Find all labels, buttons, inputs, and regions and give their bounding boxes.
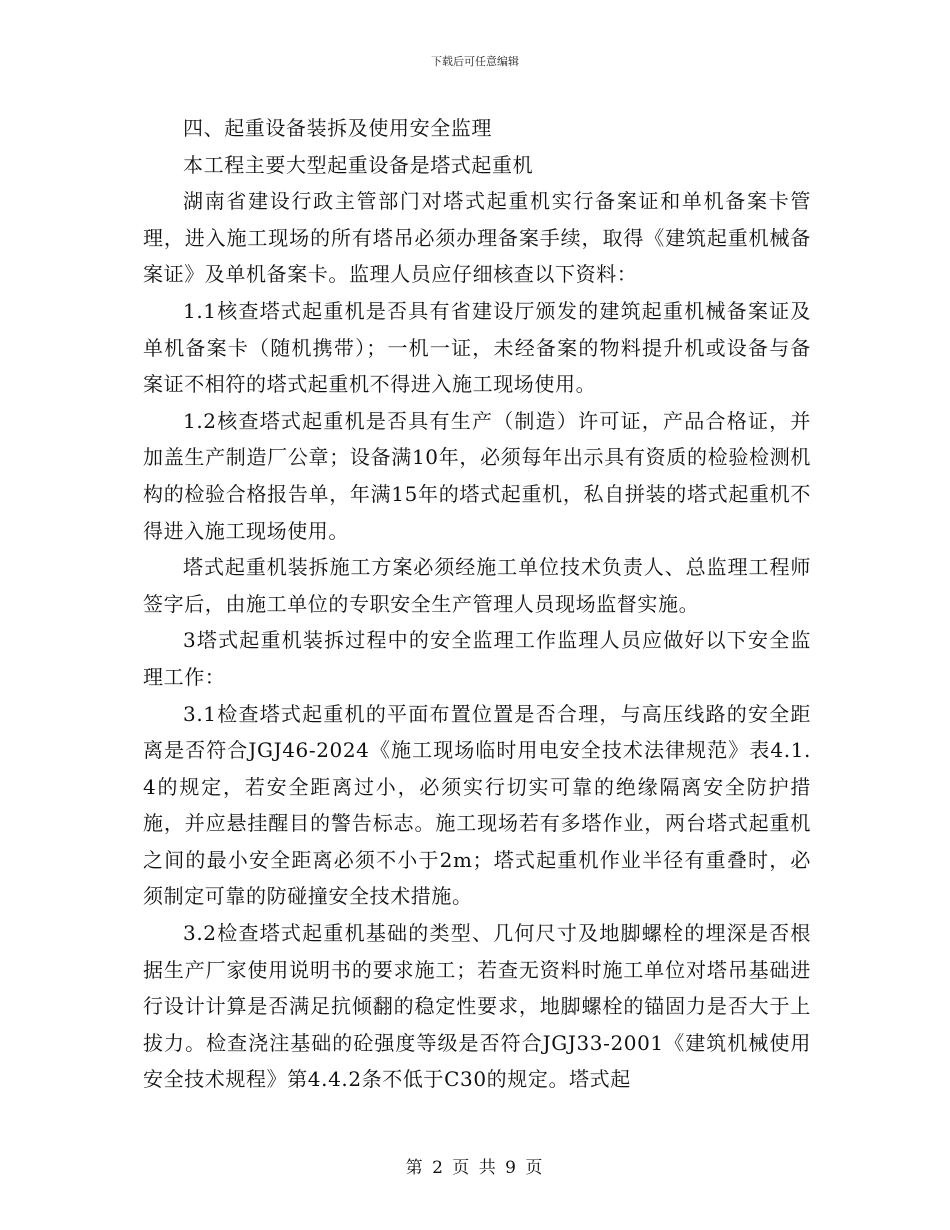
page-header: 下载后可任意编辑 (431, 55, 519, 68)
paragraph: 3.1检查塔式起重机的平面布置位置是否合理，与高压线路的安全距离是否符合JGJ46-2024《施工现场临时用电安全技术法律规范》表4.1.4的规定，若安全距离过小，必须实行切实可靠的绝缘隔离安全防护措施，并应悬挂醒目的警告标志。施工现场若有多塔作业，两台塔式起重机之间的最小安全距离必须不小于2m；塔式起重机作业半径有重叠时，必须制定可靠的防碰撞安全技术措施。 (143, 701, 811, 909)
paragraph: 本工程主要大型起重设备是塔式起重机 (183, 152, 534, 177)
paragraph: 湖南省建设行政主管部门对塔式起重机实行备案证和单机备案卡管理，进入施工现场的所有塔吊必须办理备案手续，取得《建筑起重机械备案证》及单机备案卡。监理人员应仔细核查以下资料： (143, 189, 811, 287)
section-heading: 四、起重设备装拆及使用安全监理 (183, 116, 492, 140)
paragraph: 1.2核查塔式起重机是否具有生产（制造）许可证，产品合格证，并加盖生产制造厂公章；设备满10年，必须每年出示具有资质的检验检测机构的检验合格报告单，年满15年的塔式起重机，私自拼装的塔式起重机不得进入施工现场使用。 (143, 408, 811, 543)
paragraph: 塔式起重机装拆施工方案必须经施工单位技术负责人、总监理工程师签字后，由施工单位的专职安全生产管理人员现场监督实施。 (143, 555, 811, 616)
paragraph: 3.2检查塔式起重机基础的类型、几何尺寸及地脚螺栓的埋深是否根据生产厂家使用说明书的要求施工；若查无资料时施工单位对塔吊基础进行设计计算是否满足抗倾翻的稳定性要求，地脚螺栓的锚固力是否大于上拔力。检查浇注基础的砼强度等级是否符合JGJ33-2001《建筑机械使用安全技术规程》第4.4.2条不低于C30的规定。塔式起 (143, 921, 811, 1092)
paragraph: 3塔式起重机装拆过程中的安全监理工作监理人员应做好以下安全监理工作： (143, 628, 811, 689)
paragraph: 1.1核查塔式起重机是否具有省建设厅颁发的建筑起重机械备案证及单机备案卡（随机携带）；一机一证，未经备案的物料提升机或设备与备案证不相符的塔式起重机不得进入施工现场使用。 (143, 298, 811, 397)
document-body (143, 110, 811, 1098)
page-number: 第 2 页 共 9 页 (405, 1158, 545, 1178)
